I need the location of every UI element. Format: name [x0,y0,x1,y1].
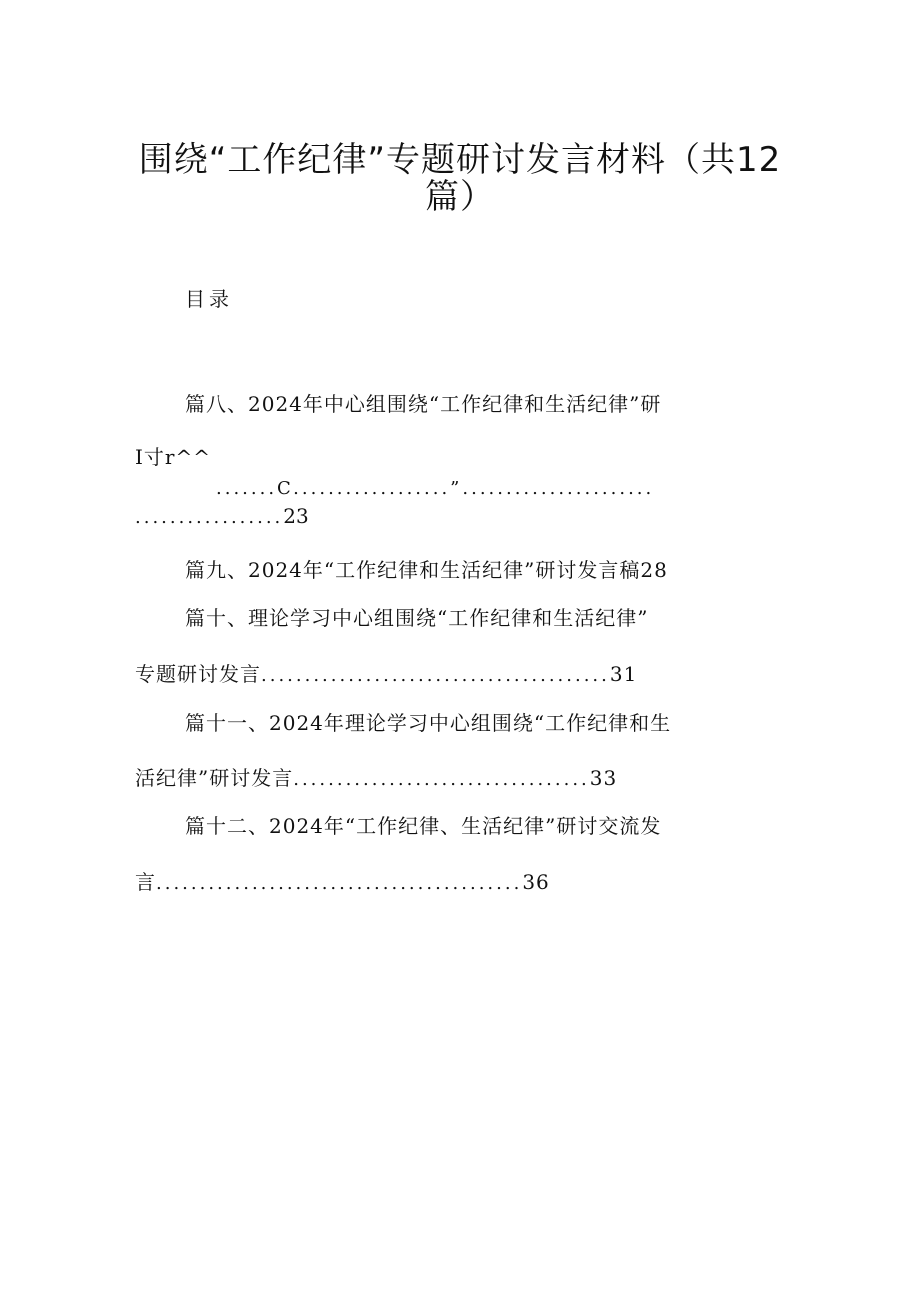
toc-entry-8-dots: ................. [135,507,284,528]
toc-entry-12-page-number[interactable]: 36 [522,870,550,894]
toc-entry-9-label: 篇九、2024年“工作纪律和生活纪律”研讨发言稿 [185,558,641,582]
toc-entry-12-line-2: 言 [135,870,156,894]
toc-entry-10-leader [135,658,637,687]
toc-entry-9[interactable] [185,554,668,583]
toc-entry-10-page-number[interactable]: 31 [609,662,638,686]
toc-entry-11-line-2: 活纪律”研讨发言 [135,766,294,790]
toc-entry-8-leader [135,504,309,528]
toc-entry-8-line-3: .......C..................”...................... [216,478,655,499]
document-title-line-2: 篇） [425,177,495,217]
toc-entry-11-dots: .................................. [293,769,590,790]
toc-entry-12-line-1[interactable]: 篇十二、2024年“工作纪律、生活纪律”研讨交流发 [185,814,662,838]
toc-entry-8-line-1[interactable]: 篇八、2024年中心组围绕“工作纪律和生活纪律”研 [185,392,662,416]
toc-entry-9-page-number: 28 [640,558,668,582]
toc-entry-11-line-1[interactable]: 篇十一、2024年理论学习中心组围绕“工作纪律和生 [185,711,672,735]
toc-entry-10-line-2: 专题研讨发言 [135,662,261,686]
toc-entry-8-line-2: I寸r^^ [135,445,211,469]
toc-entry-11-leader [135,762,617,791]
toc-entry-12-leader [135,866,550,895]
toc-entry-10-line-1[interactable]: 篇十、理论学习中心组围绕“工作纪律和生活纪律” [185,606,649,630]
toc-heading: 目录 [185,287,233,311]
toc-entry-10-dots: ........................................ [261,665,610,686]
document-title-line-1: 围绕“工作纪律”专题研讨发言材料（共12 [138,140,782,180]
toc-entry-11-page-number[interactable]: 33 [589,766,618,790]
toc-entry-8-page-number[interactable]: 23 [283,504,309,528]
toc-entry-12-dots: .......................................... [156,873,523,894]
